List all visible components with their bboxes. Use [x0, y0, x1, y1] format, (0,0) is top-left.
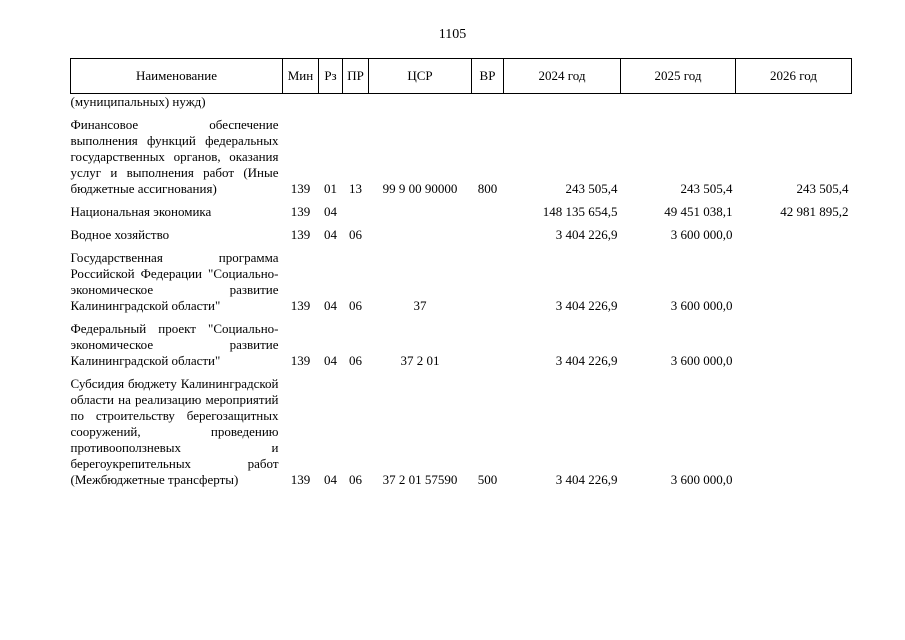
row-vr	[472, 227, 504, 245]
header-row	[71, 59, 852, 94]
row-rz: 04	[324, 472, 337, 487]
row-min: 139	[290, 353, 311, 368]
table-row	[71, 376, 852, 490]
row-2026: 42 981 895,2	[780, 204, 849, 219]
row-vr	[472, 321, 504, 371]
table-row	[71, 117, 852, 199]
row-2024: 3 404 226,9	[555, 227, 618, 242]
row-rz: 04	[324, 353, 337, 368]
header-pr: ПР	[343, 59, 369, 94]
row-vr	[472, 94, 504, 113]
row-2024: 3 404 226,9	[555, 472, 618, 487]
header-2025: 2025 год	[621, 59, 736, 94]
row-min: 139	[290, 181, 311, 196]
row-2024: 148 135 654,5	[542, 204, 618, 219]
budget-table	[70, 58, 852, 490]
row-csr	[369, 204, 472, 222]
row-name: (муниципальных) нужд)	[70, 94, 206, 109]
row-rz: 04	[324, 204, 337, 219]
table-row	[71, 94, 852, 113]
row-csr: 37 2 01 57590	[382, 472, 458, 487]
row-2025: 3 600 000,0	[670, 227, 733, 242]
row-name: Финансовое обеспечение выполнения функций федеральных государственных органов, оказания услуг и выполнения работ (Иные бюджетные ассигнования)	[70, 117, 279, 196]
table-row	[71, 204, 852, 222]
row-rz	[319, 94, 343, 113]
row-pr	[343, 94, 369, 113]
row-2024: 3 404 226,9	[555, 353, 618, 368]
row-csr	[369, 227, 472, 245]
row-2026	[736, 94, 852, 113]
header-csr: ЦСР	[369, 59, 472, 94]
row-min: 139	[290, 298, 311, 313]
row-min	[283, 94, 319, 113]
table-header	[71, 59, 852, 94]
row-pr: 06	[349, 353, 362, 368]
row-2025	[621, 94, 736, 113]
row-2025: 3 600 000,0	[670, 472, 733, 487]
row-2024: 243 505,4	[565, 181, 618, 196]
row-pr	[343, 204, 369, 222]
row-min: 139	[290, 472, 311, 487]
header-2026: 2026 год	[736, 59, 852, 94]
row-vr	[472, 204, 504, 222]
row-2025: 49 451 038,1	[664, 204, 733, 219]
table-body	[71, 94, 852, 491]
row-min: 139	[290, 204, 311, 219]
row-pr: 06	[349, 472, 362, 487]
row-name: Государственная программа Российской Федерации "Социально-экономическое развитие Калининградской области"	[70, 250, 279, 313]
row-2026: 243 505,4	[796, 181, 849, 196]
row-name: Субсидия бюджету Калининградской области на реализацию мероприятий по строительству берегозащитных сооружений, проведению противооползневых и берегоукрепительных работ (Межбюджетные трансферты)	[70, 376, 279, 487]
row-rz: 01	[324, 181, 337, 196]
row-name: Водное хозяйство	[70, 227, 170, 242]
row-pr: 06	[349, 298, 362, 313]
row-vr: 800	[477, 181, 498, 196]
row-2025: 243 505,4	[680, 181, 733, 196]
row-2024: 3 404 226,9	[555, 298, 618, 313]
table-row	[71, 321, 852, 371]
row-min: 139	[290, 227, 311, 242]
page-number: 1105	[438, 27, 467, 42]
row-csr: 37	[413, 298, 427, 313]
row-pr: 06	[349, 227, 362, 242]
table-row	[71, 250, 852, 316]
header-name: Наименование	[71, 59, 283, 94]
row-csr	[369, 94, 472, 113]
header-rz: Рз	[319, 59, 343, 94]
row-2026	[736, 250, 852, 316]
row-csr: 37 2 01	[400, 353, 440, 368]
row-vr: 500	[477, 472, 498, 487]
row-rz: 04	[324, 227, 337, 242]
row-2025: 3 600 000,0	[670, 353, 733, 368]
row-2026	[736, 321, 852, 371]
row-pr: 13	[349, 181, 362, 196]
table-row	[71, 227, 852, 245]
header-vr: ВР	[472, 59, 504, 94]
header-2024: 2024 год	[504, 59, 621, 94]
header-min: Мин	[283, 59, 319, 94]
row-2024	[504, 94, 621, 113]
row-name: Национальная экономика	[70, 204, 212, 219]
row-name: Федеральный проект "Социально-экономическое развитие Калининградской области"	[70, 321, 279, 368]
row-vr	[472, 250, 504, 316]
row-csr: 99 9 00 90000	[382, 181, 458, 196]
row-2026	[736, 376, 852, 490]
row-2026	[736, 227, 852, 245]
row-rz: 04	[324, 298, 337, 313]
row-2025: 3 600 000,0	[670, 298, 733, 313]
